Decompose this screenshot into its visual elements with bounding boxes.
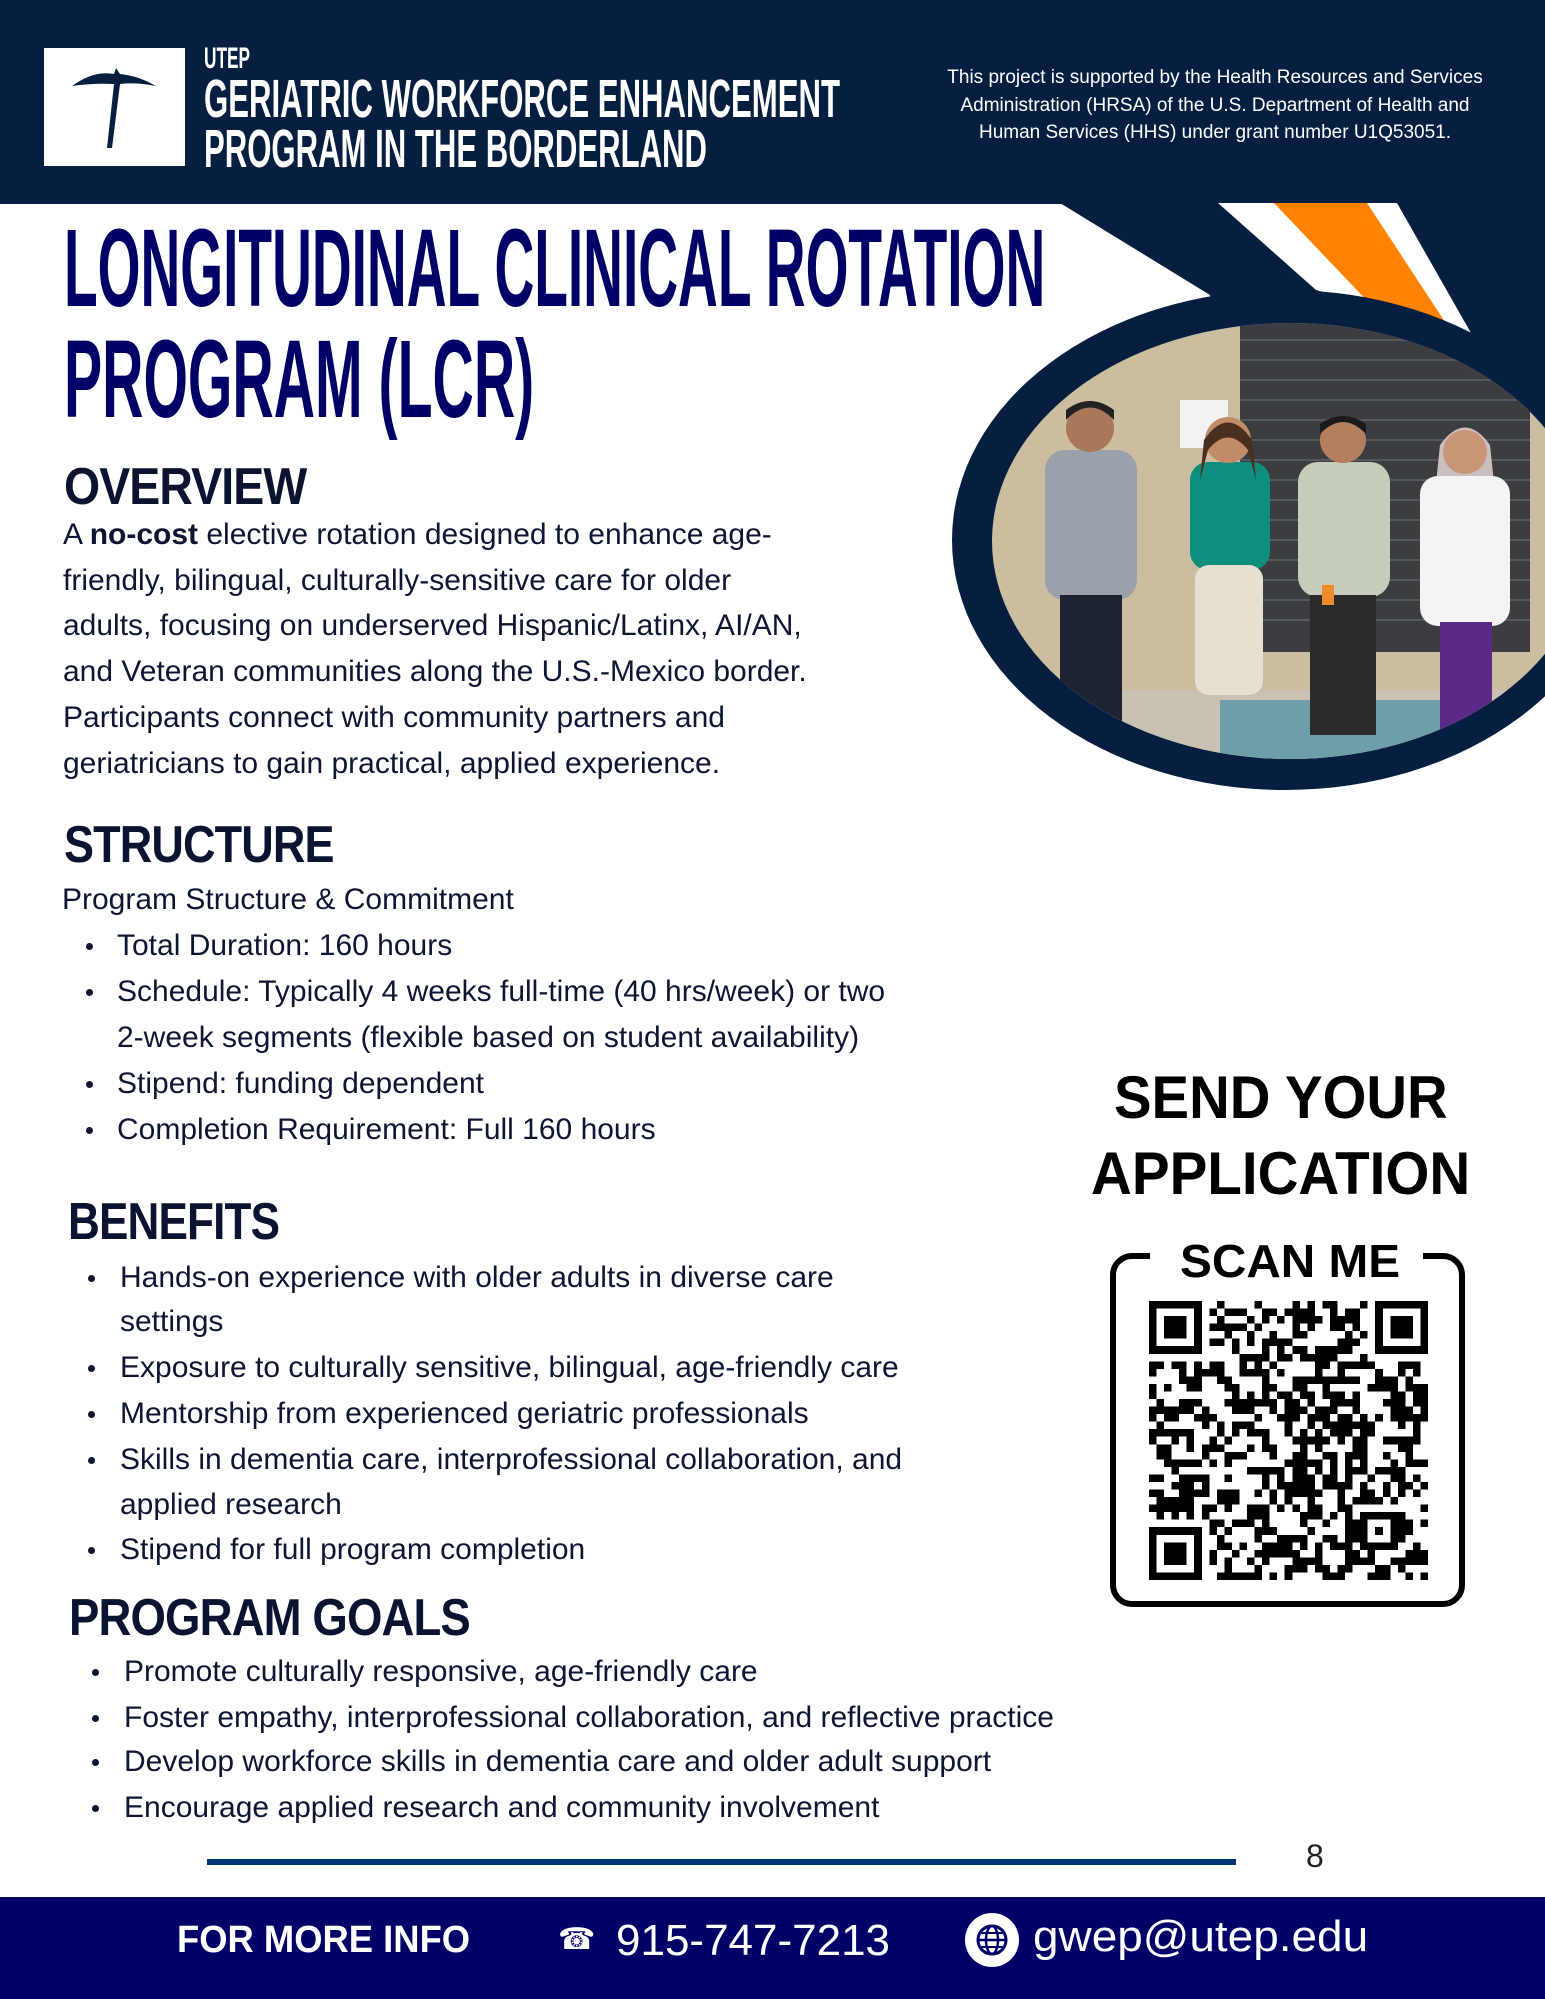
structure-item: Schedule: Typically 4 weeks full-time (40 hrs/week) or two xyxy=(117,975,886,1008)
structure-item: Total Duration: 160 hours xyxy=(117,929,453,962)
overview-line xyxy=(63,512,772,558)
globe-icon xyxy=(965,1913,1019,1967)
overview-line: geriatricians to gain practical, applied experience. xyxy=(63,747,721,780)
send-application-line2: APPLICATION xyxy=(1091,1140,1471,1207)
bullet-icon xyxy=(88,1365,95,1372)
page-title-line2: PROGRAM (LCR) xyxy=(64,318,535,441)
goal-item: Foster empathy, interprofessional collaboration, and reflective practice xyxy=(124,1701,1054,1734)
benefit-item: Stipend for full program completion xyxy=(120,1533,586,1566)
bullet-icon xyxy=(86,1127,93,1134)
benefit-item: Mentorship from experienced geriatric professionals xyxy=(120,1397,809,1430)
bullet-icon xyxy=(86,989,93,996)
phone-icon: ☎ xyxy=(558,1923,596,1956)
bullet-icon xyxy=(92,1805,99,1812)
overview-text: elective rotation designed to enhance age- xyxy=(198,518,772,551)
benefit-item-continued: settings xyxy=(120,1305,224,1338)
structure-item-continued: 2-week segments (flexible based on student availability) xyxy=(117,1021,860,1054)
goal-item: Develop workforce skills in dementia care and older adult support xyxy=(124,1745,992,1778)
grant-line: Administration (HRSA) of the U.S. Department of Health and xyxy=(960,94,1470,116)
goal-item: Encourage applied research and community involvement xyxy=(124,1791,880,1824)
more-info-label: FOR MORE INFO xyxy=(177,1919,471,1961)
org-name: UTEP xyxy=(204,42,251,75)
overview-text: A xyxy=(63,518,90,551)
scan-me-label: SCAN ME xyxy=(1180,1235,1401,1287)
phone-number[interactable]: 915-747-7213 xyxy=(616,1916,891,1965)
divider-line xyxy=(207,1859,1236,1865)
overview-heading: OVERVIEW xyxy=(64,458,307,516)
goals-heading: PROGRAM GOALS xyxy=(69,1589,470,1647)
goal-item: Promote culturally responsive, age-friendly care xyxy=(124,1655,758,1688)
bullet-icon xyxy=(88,1411,95,1418)
benefit-item: Hands-on experience with older adults in diverse care xyxy=(120,1261,834,1294)
bullet-icon xyxy=(92,1669,99,1676)
overview-line: adults, focusing on underserved Hispanic/Latinx, AI/AN, xyxy=(63,609,802,642)
bullet-icon xyxy=(92,1759,99,1766)
overview-emphasis: no-cost xyxy=(89,518,199,551)
structure-item: Completion Requirement: Full 160 hours xyxy=(117,1113,656,1146)
bullet-icon xyxy=(86,1081,93,1088)
benefit-item-continued: applied research xyxy=(120,1488,342,1521)
bullet-icon xyxy=(92,1715,99,1722)
send-application-line1: SEND YOUR xyxy=(1114,1064,1448,1131)
page-title-line1: LONGITUDINAL CLINICAL ROTATION xyxy=(64,207,1046,330)
bullet-icon xyxy=(88,1275,95,1282)
qr-modules xyxy=(1149,1301,1428,1580)
structure-subheading: Program Structure & Commitment xyxy=(62,883,514,916)
overview-line: and Veteran communities along the U.S.-Mexico border. xyxy=(63,655,807,688)
structure-item: Stipend: funding dependent xyxy=(117,1067,484,1100)
qr-code[interactable] xyxy=(1149,1301,1428,1580)
bullet-icon xyxy=(88,1457,95,1464)
email-link[interactable]: gwep@utep.edu xyxy=(1033,1912,1369,1961)
benefits-heading: BENEFITS xyxy=(68,1193,280,1251)
program-title-line1: GERIATRIC WORKFORCE ENHANCEMENT xyxy=(204,69,840,129)
program-title-line2: PROGRAM IN THE BORDERLAND xyxy=(204,119,707,179)
bullet-icon xyxy=(86,943,93,950)
bullet-icon xyxy=(88,1547,95,1554)
grant-line: This project is supported by the Health Resources and Services xyxy=(947,67,1483,88)
grant-line: Human Services (HHS) under grant number U1Q53051. xyxy=(978,122,1452,143)
overview-line: Participants connect with community partners and xyxy=(63,701,725,734)
benefit-item: Exposure to culturally sensitive, bilingual, age-friendly care xyxy=(120,1351,899,1384)
structure-heading: STRUCTURE xyxy=(64,816,334,874)
overview-line: friendly, bilingual, culturally-sensitive care for older xyxy=(63,564,732,597)
page-number: 8 xyxy=(1306,1838,1324,1874)
benefit-item: Skills in dementia care, interprofessional collaboration, and xyxy=(120,1443,903,1476)
